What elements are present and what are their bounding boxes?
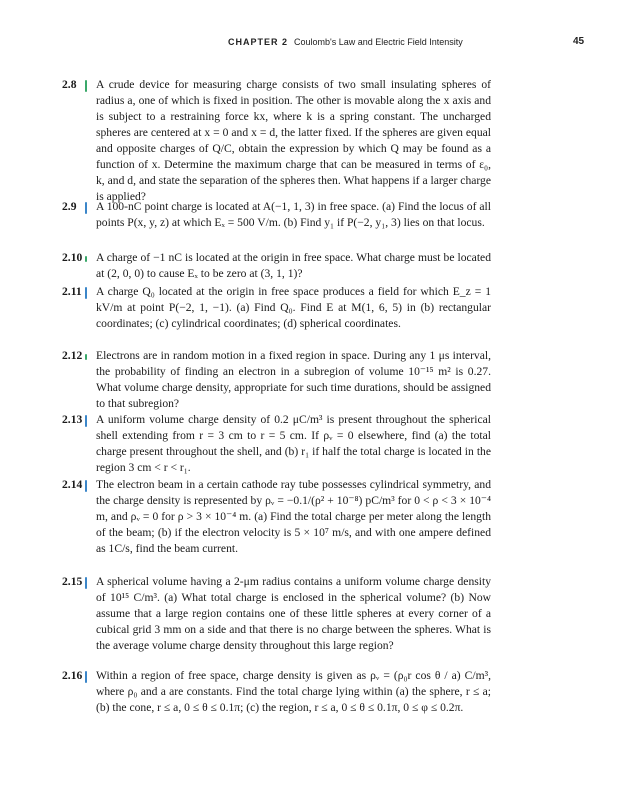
problem-number: 2.15 — [62, 575, 83, 588]
difficulty-marker-icon — [85, 256, 87, 262]
problem-number: 2.13 — [62, 413, 83, 426]
difficulty-marker-icon — [85, 80, 87, 92]
chapter-title: Coulomb's Law and Electric Field Intensity — [294, 37, 463, 47]
problem-text: A uniform volume charge density of 0.2 μC/m³ is present throughout the spherical shell extending from r = 3 cm to r = 5 cm. If ρᵥ = 0 elsewhere, find (a) the total charge present throughout the shell, and (b) r₁ if half the total charge is located in the region 3 cm < r < r₁. — [96, 413, 491, 474]
problem-number: 2.11 — [62, 285, 82, 298]
problem-number: 2.12 — [62, 349, 83, 362]
difficulty-marker-icon — [85, 354, 87, 360]
problem-text: The electron beam in a certain cathode ray tube possesses cylindrical symmetry, and the charge density is represented by ρᵥ = −0.1/(ρ² + 10⁻⁸) pC/m³ for 0 < ρ < 3 × 10⁻⁴ m, and ρᵥ = 0 for ρ > 3 × 10⁻⁴ m. (a) Find the total charge per meter along the length of the beam; (b) if the electron velocity is 5 × 10⁷ m/s, and with one ampere defined as 1C/s, find the beam current. — [96, 478, 491, 555]
problem-text: A spherical volume having a 2-μm radius contains a uniform volume charge density of 10¹⁵ C/m³. (a) What total charge is enclosed in the spherical volume? (b) Now assume that a large region contains one of these little spheres at every corner of a cubical grid 3 mm on a side and that there is no charge between the spheres. What is the average volume charge density throughout this large region? — [96, 575, 491, 652]
difficulty-marker-icon — [85, 480, 87, 492]
difficulty-marker-icon — [85, 287, 87, 299]
difficulty-marker-icon — [85, 671, 87, 683]
chapter-label: CHAPTER 2 — [228, 37, 289, 47]
problem-text: A charge Q₀ located at the origin in free space produces a field for which E_z = 1 kV/m at point P(−2, 1, −1). (a) Find Q₀. Find E at M(1, 6, 5) in (b) rectangular coordinates; (c) cylindrical coordinates; (d) spherical coordinates. — [96, 285, 491, 330]
problem-number: 2.10 — [62, 251, 83, 264]
page-header — [0, 37, 627, 53]
difficulty-marker-icon — [85, 415, 87, 427]
problem-text: A charge of −1 nC is located at the origin in free space. What charge must be located at (2, 0, 0) to cause Eₓ to be zero at (3, 1, 1)? — [96, 251, 491, 280]
problem-number: 2.16 — [62, 669, 83, 682]
problem-number: 2.8 — [62, 78, 77, 91]
problem-text: A crude device for measuring charge consists of two small insulating spheres of radius a, one of which is fixed in position. The other is movable along the x axis and is subject to a restraining force kx, where k is a spring constant. The uncharged spheres are centered at x = 0 and x = d, the latter fixed. If the spheres are given equal and opposite charges of Q/C, obtain the expression by which Q may be found as a function of x. Determine the maximum charge that can be measured in terms of ε₀, k, and d, and state the separation of the spheres then. What happens if a larger charge is applied? — [96, 78, 491, 203]
problem-number: 2.9 — [62, 200, 77, 213]
problem-number: 2.14 — [62, 478, 83, 491]
problem-text: Within a region of free space, charge density is given as ρᵥ = (ρ₀r cos θ / a) C/m³, where ρ₀ and a are constants. Find the total charge lying within (a) the sphere, r ≤ a; (b) the cone, r ≤ a, 0 ≤ θ ≤ 0.1π; (c) the region, r ≤ a, 0 ≤ θ ≤ 0.1π, 0 ≤ φ ≤ 0.2π. — [96, 669, 491, 714]
problem-text: A 100-nC point charge is located at A(−1, 1, 3) in free space. (a) Find the locus of all points P(x, y, z) at which Eₓ = 500 V/m. (b) Find y₁ if P(−2, y₁, 3) lies on that locus. — [96, 200, 491, 229]
difficulty-marker-icon — [85, 577, 87, 589]
difficulty-marker-icon — [85, 202, 87, 214]
page-number: 45 — [573, 36, 585, 47]
problem-text: Electrons are in random motion in a fixed region in space. During any 1 μs interval, the probability of finding an electron in a subregion of volume 10⁻¹⁵ m² is 0.27. What volume charge density, appropriate for such time durations, should be assigned to that subregion? — [96, 349, 491, 410]
